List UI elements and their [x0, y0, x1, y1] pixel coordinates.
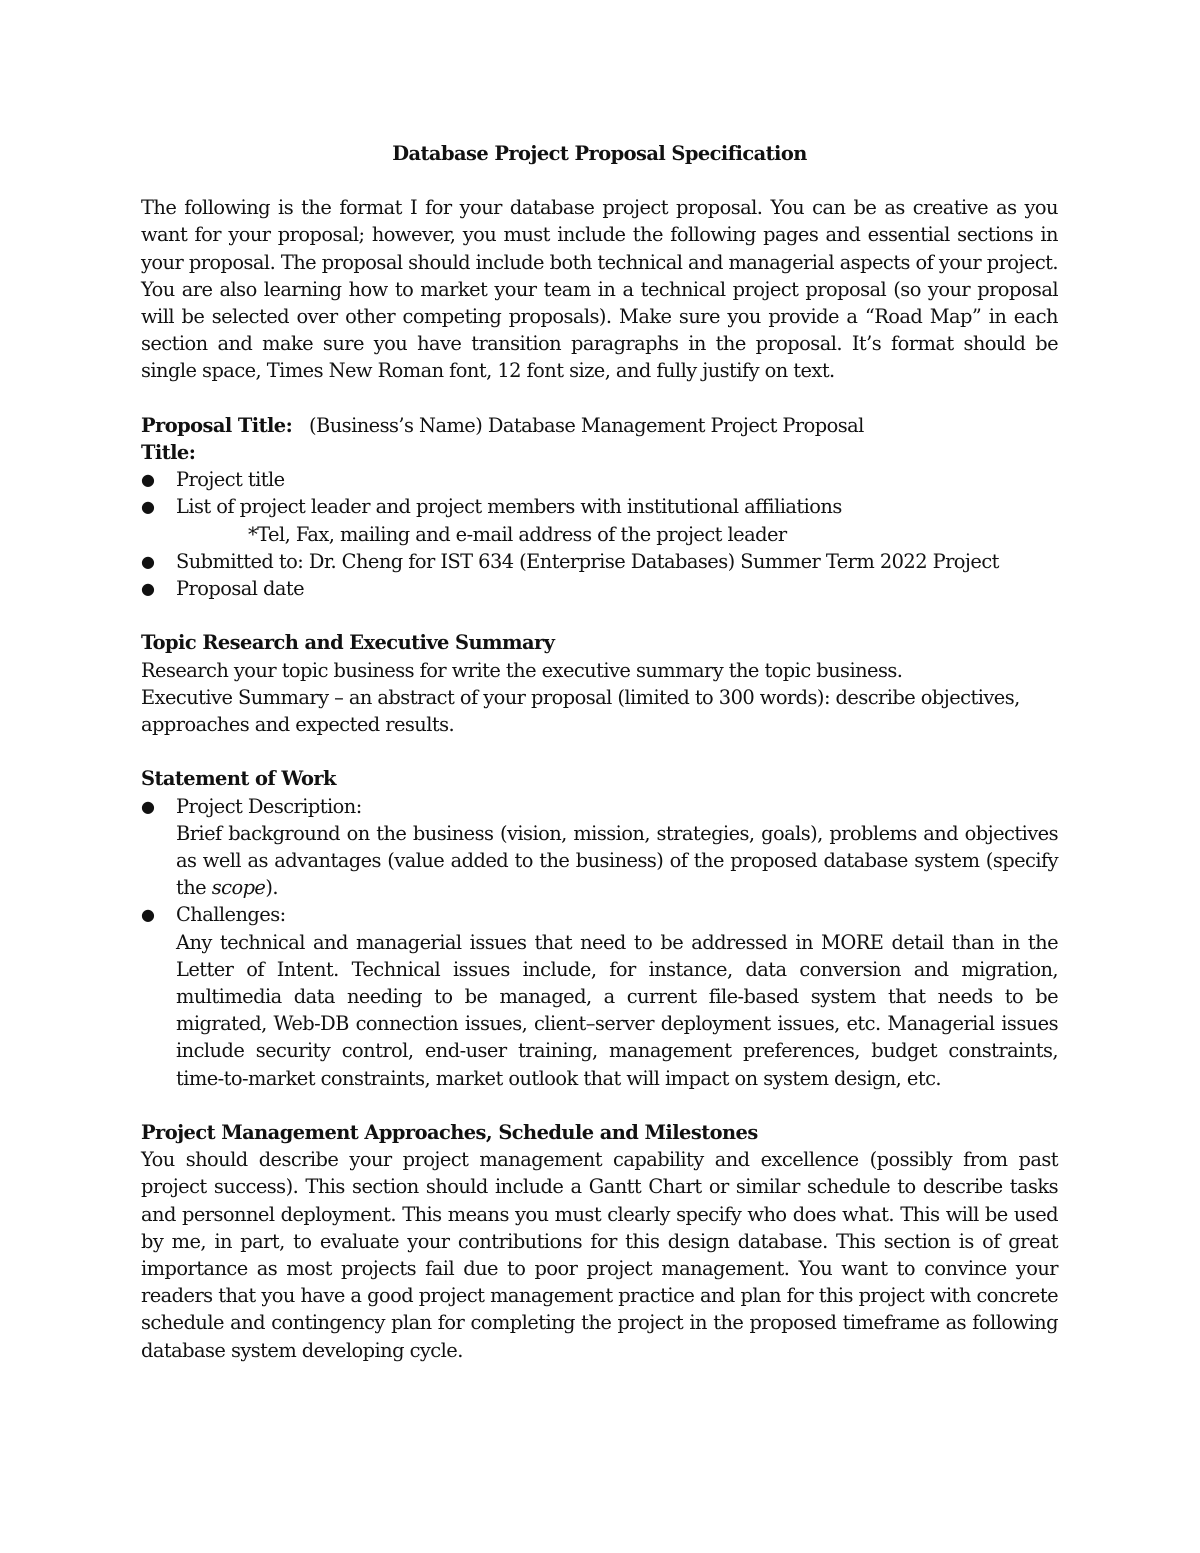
list-item	[141, 901, 1058, 928]
proposal-title-label: Proposal Title:	[141, 413, 293, 437]
list-item	[141, 793, 1058, 820]
intro-paragraph: The following is the format I for your database project proposal. You can be as creative as you want for your proposal; however, you must include the following pages and essential sections in your proposal. The proposal should include both technical and managerial aspects of your project. You are also learning how to market your team in a technical project proposal (so your proposal will be selected over other competing proposals). Make sure you provide a “Road Map” in each section and make sure you have transition paragraphs in the proposal. It’s format should be single space, Times New Roman font, 12 font size, and fully justify on text.	[141, 196, 1058, 383]
proposal-title-line	[141, 412, 1058, 439]
bullet-icon: ●	[141, 579, 155, 599]
topic-research-heading: Topic Research and Executive Summary	[141, 631, 555, 655]
project-management-heading: Project Management Approaches, Schedule and Milestones	[141, 1121, 758, 1145]
statement-of-work-list-continued	[141, 901, 1058, 928]
bullet-icon: ●	[141, 905, 155, 925]
spacer	[141, 1092, 1058, 1119]
list-item	[141, 548, 1058, 575]
list-item-text: Project title	[176, 468, 285, 492]
bullet-icon: ●	[141, 470, 155, 490]
document-page	[141, 140, 1058, 1364]
challenges-text: Any technical and managerial issues that need to be addressed in MORE detail than in the Letter of Intent. Technical issues include, for instance, data conversion and migration, multimedia data needing to be managed, a current file-based system that needs to be migrated, Web-DB connection issues, client–server deployment issues, etc. Managerial issues include security control, end-user training, management preferences, budget constraints, time-to-market constraints, market outlook that will impact on system design, etc.	[176, 930, 1058, 1090]
list-item-text: Submitted to: Dr. Cheng for IST 634 (Enterprise Databases) Summer Term 2022 Project	[176, 549, 999, 573]
list-item-text: List of project leader and project members with institutional affiliations	[176, 495, 842, 519]
spacer	[141, 738, 1058, 765]
title-bullet-list	[141, 466, 1058, 520]
scope-emphasis: scope	[211, 876, 266, 900]
project-description-text	[141, 820, 1058, 902]
project-description-end: ).	[265, 876, 278, 900]
proposal-title-value: (Business’s Name) Database Management Project Proposal	[309, 413, 864, 437]
list-item-text: Proposal date	[176, 577, 305, 601]
list-item	[141, 493, 1058, 520]
statement-of-work-heading: Statement of Work	[141, 767, 336, 791]
list-item	[141, 466, 1058, 493]
bullet-icon: ●	[141, 497, 155, 517]
bullet-icon: ●	[141, 796, 155, 816]
project-description-body: Brief background on the business (vision, mission, strategies, goals), problems and objectives as well as advantages (value added to the business) of the proposed database system (specify the	[176, 821, 1058, 900]
bullet-icon: ●	[141, 551, 155, 571]
executive-summary-line: Executive Summary – an abstract of your proposal (limited to 300 words): describe objectives, approaches and expected results.	[141, 685, 1020, 737]
contact-subline: *Tel, Fax, mailing and e-mail address of the project leader	[248, 522, 787, 546]
topic-research-line: Research your topic business for write the executive summary the topic business.	[141, 658, 903, 682]
title-label: Title:	[141, 441, 196, 465]
list-item-text: Challenges:	[176, 903, 286, 927]
spacer	[141, 385, 1058, 412]
title-bullet-list-continued	[141, 548, 1058, 602]
list-item-text: Project Description:	[176, 794, 362, 818]
document-title: Database Project Proposal Specification	[392, 142, 807, 165]
statement-of-work-list	[141, 793, 1058, 820]
spacer	[141, 602, 1058, 629]
list-item	[141, 575, 1058, 602]
project-management-text: You should describe your project management capability and excellence (possibly from past project success). This section should include a Gantt Chart or similar schedule to describe tasks and personnel deployment. This means you must clearly specify who does what. This will be used by me, in part, to evaluate your contributions for this design database. This section is of great importance as most projects fail due to poor project management. You want to convince your readers that you have a good project management practice and plan for this project with concrete schedule and contingency plan for completing the project in the proposed timeframe as following database system developing cycle.	[141, 1148, 1058, 1362]
